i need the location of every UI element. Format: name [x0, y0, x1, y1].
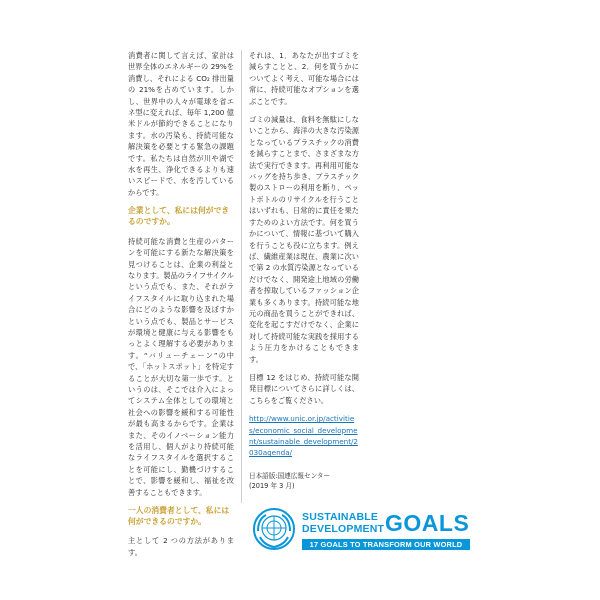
unic-link[interactable]: http://www.unic.or.jp/activities/economic_social_development/sustainable_development/2030agenda/ [249, 414, 359, 458]
paragraph-waste-reduction: ゴミの減量は、食料を無駄にしないことから、海洋の大きな汚染源となっているプラスチックの消費を減らすことまで、さまざまな方法で実行できます。再利用可能なバッグを持ち歩き、プラスチック製のストローの利用を断り、ペットボトルのリサイクルを行うことはいずれも、日常的に責任を果たすためのよい方法です。何を買うかについて、情報に基づいて購入を行うことも役に立ちます。例えば、繊維産業は現在、農業に次いで第 2 の水質汚染源となっているだけでなく、開発途上地域の労働者を搾取しているファッション企業も多くあります。持続可能な地元の商品を買うことができれば、変化を起こすだけでなく、企業に対して持続可能な実践を採用するよう圧力をかけることもできます。 [249, 115, 359, 364]
right-column [249, 50, 359, 491]
sdg-banner: 17 GOALS TO TRANSFORM OUR WORLD [302, 539, 470, 550]
paragraph-two-ways: それは、1．あなたが出すゴミを減らすことと、2．何を買うかについてよく考え、可能な場合には常に、持続可能なオプションを選ぶことです。 [249, 51, 359, 106]
paragraph-household-energy: 消費者に関して言えば、家計は世界全体のエネルギーの 29%を消費し、それによる CO₂ 排出量の 21%を占めています。しかし、世界中の人々が電球を省エネ型に変えれば、毎年 1,200 億米ドルが節約できることになります。水の汚染も、持続可能な解決策を必要とする緊急の課題です。私たちは自然が川や湖で水を再生、浄化できるよりも速いスピードで、水を汚しているからです。 [128, 51, 234, 197]
sdg-goals-word: GOALS [385, 510, 470, 536]
column-divider [241, 50, 242, 503]
sdg-logo [252, 507, 470, 553]
heading-consumer: 一人の消費者として、私には何ができるのですか。 [128, 506, 230, 527]
un-emblem-icon [252, 507, 296, 551]
source-date: (2019 年 3 月) [249, 481, 295, 490]
source-label: 日本語版:国連広報センター [249, 471, 331, 480]
sdg-line-sustainable: SUSTAINABLE [302, 511, 379, 523]
left-column [128, 50, 234, 565]
heading-business: 企業として、私には何ができるのですか。 [128, 206, 230, 227]
paragraph-business: 持続可能な消費と生産のパターンを可能にする新たな解決策を見つけることは、企業の利益となります。製品のライフサイクルという点でも、また、それがライフスタイルに取り込まれた場合にどのような影響を及ぼすかという点でも、製品とサービスが環境と健康に与える影響をもっとよく理解する必要があります。“バリューチェーン”の中で、「ホットスポット」を特定することが大切な第一歩です。というのは、そこでは介入によってシステム全体としての環境と社会への影響を緩和する可能性が最も高まるからです。企業はまた、そのイノベーション能力を活用し、個人がより持続可能なライフスタイルを選択することを可能にし、勤機づけすることで、影響を緩和し、福祉を改善することもできます。 [128, 236, 234, 497]
paragraph-consumer: 主として 2 つの方法があります。 [128, 536, 234, 557]
source-credit [249, 471, 359, 491]
sdg-line-development: DEVELOPMENT [302, 523, 385, 535]
paragraph-more-info: 目標 12 をはじめ、持続可能な開発目標についてさらに詳しくは、こちらをご覧ください。 [249, 372, 359, 405]
